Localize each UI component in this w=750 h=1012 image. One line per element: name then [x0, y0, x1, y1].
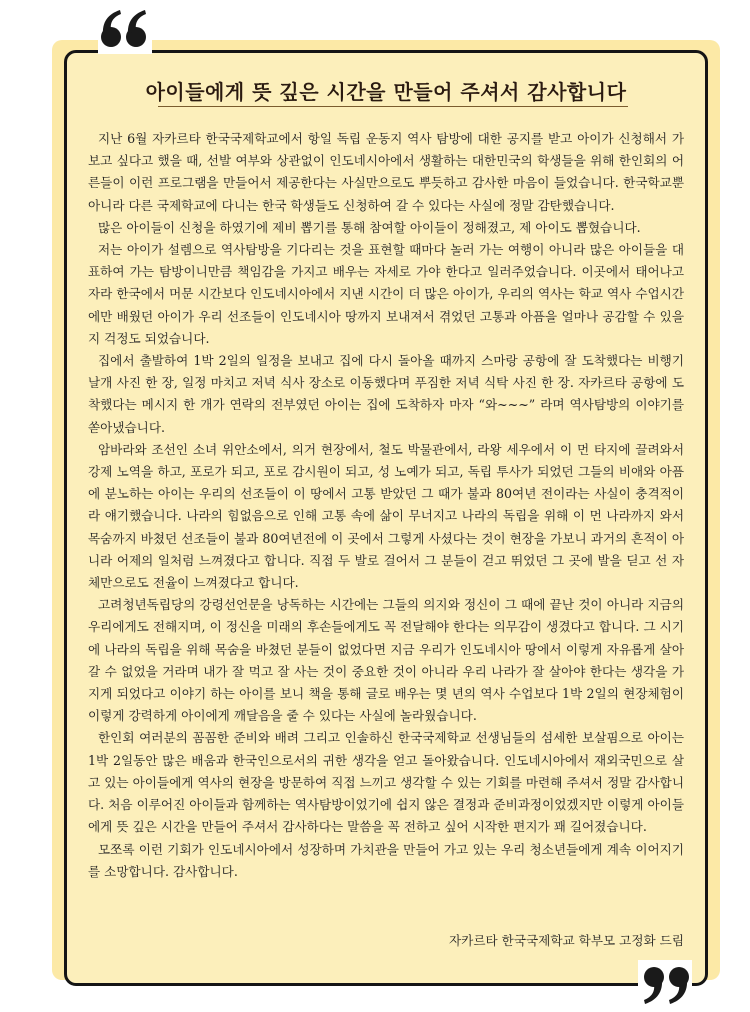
- close-quote-icon: [638, 960, 692, 1008]
- paragraph: 암바라와 조선인 소녀 위안소에서, 의거 현장에서, 철도 박물관에서, 라왕 세우에서 이 먼 타지에 끌려와서 강제 노역을 하고, 포로가 되고, 포로 감시원이 되고, 성 노예가 되고, 독립 투사가 되었던 그들의 비애와 아픔에 분노하는 아이는 우리의 선조들이 이 땅에서 고통 받았던 그 때가 불과 80여년 전이라는 사실이 충격적이라 얘기했습니다. 나라의 힘없음으로 인해 고통 속에 삶이 무너지고 나라의 독립을 위해 이 먼 나라까지 와서 목숨까지 바쳤던 선조들이 불과 80여년전에 이 곳에서 그렇게 사셨다는 것이 현장을 가보니 과거의 흔적이 아니라 어제의 일처럼 느껴졌다고 합니다. 직접 두 발로 걸어서 그 분들이 걷고 뛰었던 그 곳에 발을 딛고 선 자체만으로도 전율이 느껴졌다고 합니다.: [88, 441, 684, 591]
- letter-body: [88, 128, 684, 883]
- paragraph: 한인회 여러분의 꼼꼼한 준비와 배려 그리고 인솔하신 한국국제학교 선생님들의 섬세한 보살핌으로 아이는 1박 2일동안 많은 배움과 한국인으로서의 귀한 생각을 얻고 돌아왔습니다. 인도네시아에서 재외국민으로 살고 있는 아이들에게 역사의 현장을 방문하여 직접 느끼고 생각할 수 있는 기회를 마련해 주셔서 정말 감사합니다. 처음 이루어진 아이들과 함께하는 역사탐방이었기에 쉽지 않은 결정과 준비과정이었겠지만 이렇게 아이들에게 뜻 깊은 시간을 만들어 주셔서 감사하다는 말씀을 꼭 전하고 싶어 시작한 편지가 꽤 길어졌습니다.: [88, 730, 684, 835]
- paragraph: 지난 6월 자카르타 한국국제학교에서 항일 독립 운동지 역사 탐방에 대한 공지를 받고 아이가 신청해서 가보고 싶다고 했을 때, 선발 여부와 상관없이 인도네시아에서 생활하는 대한민국의 학생들을 위해 한인회의 어른들이 이런 프로그램을 만들어서 제공한다는 사실만으로도 뿌듯하고 감사한 마음이 들었습니다. 한국학교뿐 아니라 다른 국제학교에 다니는 한국 학생들도 신청하여 갈 수 있다는 사실에 정말 감탄했습니다.: [88, 131, 684, 213]
- paragraph: 많은 아이들이 신청을 하였기에 제비 뽑기를 통해 참여할 아이들이 정해졌고, 제 아이도 뽑혔습니다.: [98, 219, 641, 235]
- paragraph: 모쪼록 이런 기회가 인도네시아에서 성장하며 가치관을 만들어 가고 있는 우리 청소년들에게 계속 이어지기를 소망합니다. 감사합니다.: [88, 841, 684, 879]
- open-quote-icon: [98, 6, 152, 54]
- paragraph: 저는 아이가 설렘으로 역사탐방을 기다리는 것을 표현할 때마다 놀러 가는 여행이 아니라 많은 아이들을 대표하여 가는 탐방이니만큼 책임감을 가지고 배우는 자세로 가야 한다고 일러주었습니다. 이곳에서 태어나고 자라 한국에서 머문 시간보다 인도네시아에서 지낸 시간이 더 많은 아이가, 우리의 역사는 학교 역사 수업시간에만 배웠던 아이가 우리 선조들이 인도네시아 땅까지 보내져서 겪었던 고통과 아픔을 얼마나 공감할 수 있을지 걱정도 되었습니다.: [88, 242, 684, 346]
- title-underline: [158, 106, 628, 108]
- signature: 자카르타 한국국제학교 학부모 고정화 드림: [449, 933, 684, 948]
- letter-title: 아이들에게 뜻 깊은 시간을 만들어 주셔서 감사합니다: [145, 80, 627, 104]
- paragraph: 집에서 출발하여 1박 2일의 일정을 보내고 집에 다시 돌아올 때까지 스마랑 공항에 잘 도착했다는 비행기 날개 사진 한 장, 일정 마치고 저녁 식사 장소로 이동했다며 푸짐한 저녁 식탁 사진 한 장. 자카르타 공항에 도착했다는 메시지 한 개가 연락의 전부였던 아이는 집에 도착하자 마자 “와~~~” 라며 역사탐방의 이야기를 쏟아냈습니다.: [88, 353, 684, 435]
- paragraph: 고려청년독립당의 강령선언문을 낭독하는 시간에는 그들의 의지와 정신이 그 때에 끝난 것이 아니라 지금의 우리에게도 전해지며, 이 정신을 미래의 후손들에게도 꼭 전달해야 한다는 의무감이 생겼다고 합니다. 그 시기에 나라의 독립을 위해 목숨을 바쳤던 분들이 없었다면 지금 우리가 인도네시아 땅에서 이렇게 자유롭게 살아갈 수 없었을 거라며 내가 잘 먹고 잘 사는 것이 중요한 것이 아니라 우리 나라가 잘 살아야 한다는 생각을 가지게 되었다고 이야기 하는 아이를 보니 책을 통해 글로 배우는 몇 년의 역사 수업보다 1박 2일의 현장체험이 이렇게 강력하게 아이에게 깨달음을 줄 수 있다는 사실에 놀라웠습니다.: [88, 597, 684, 724]
